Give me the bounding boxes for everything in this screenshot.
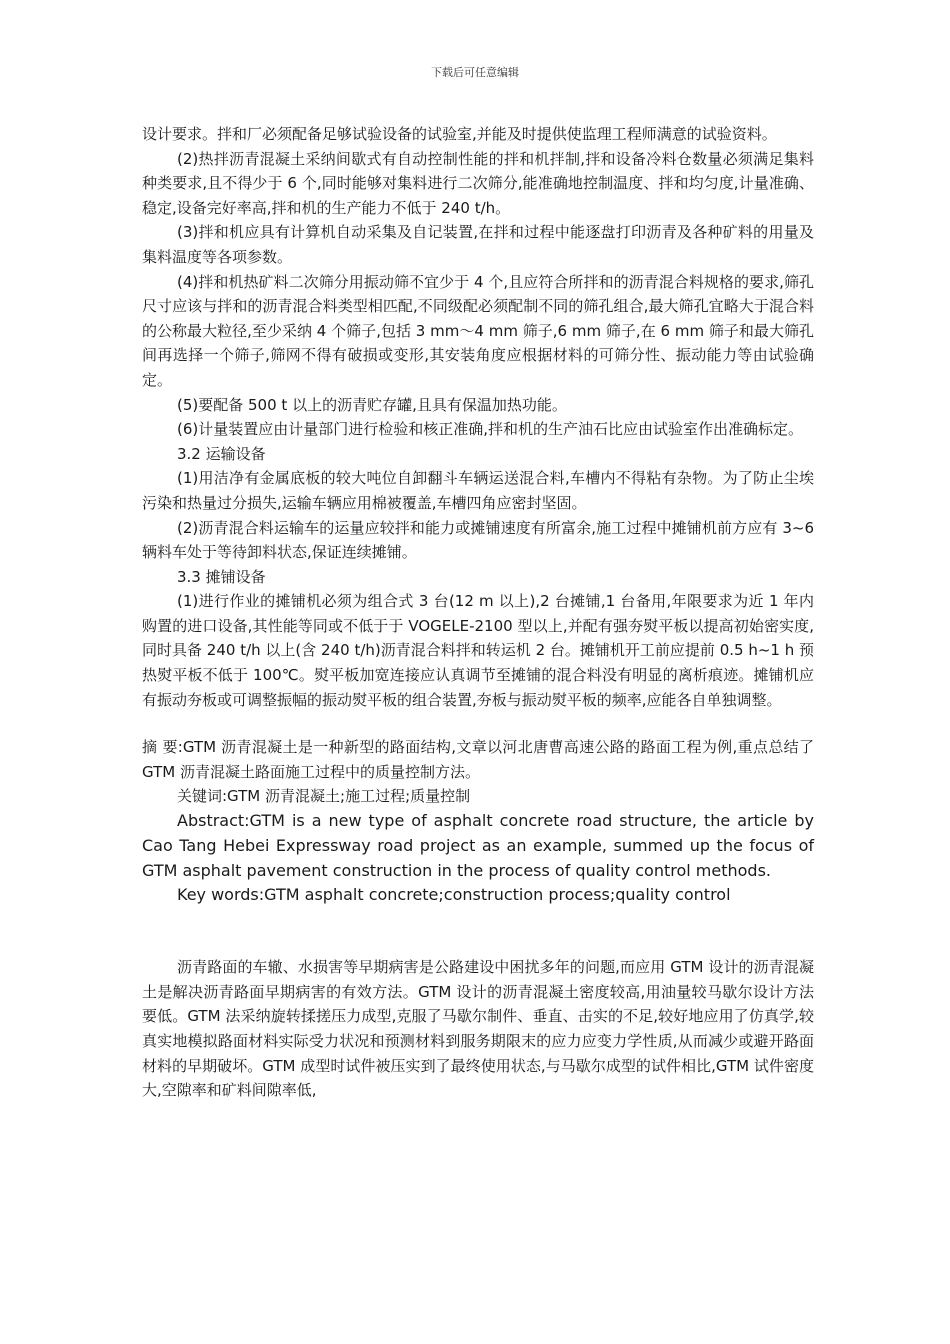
page-header: 下载后可任意编辑	[431, 66, 519, 79]
paragraph: (3)拌和机应具有计算机自动采集及自记装置,在拌和过程中能逐盘打印沥青及各种矿料的用量及集料温度等各项参数。	[142, 223, 814, 266]
paragraph: (5)要配备 500 t 以上的沥青贮存罐,且具有保温加热功能。	[177, 395, 567, 414]
spacer	[142, 712, 814, 735]
abstract-en: Abstract:GTM is a new type of asphalt concrete road structure, the article by Cao Tang Hebei Expressway road project as an example, summed up the focus of GTM asphalt pavement construction in the process of quality control methods.	[142, 811, 814, 880]
document-body	[142, 122, 814, 1103]
spacer	[142, 908, 814, 955]
paragraph: (6)计量装置应由计量部门进行检验和核正准确,拌和机的生产油石比应由试验室作出准确标定。	[177, 420, 804, 439]
paragraph: (4)拌和机热矿料二次筛分用振动筛不宜少于 4 个,且应符合所拌和的沥青混合料规格的要求,筛孔尺寸应该与拌和的沥青混合料类型相匹配,不同级配必须配制不同的筛孔组合,最大筛孔宜略大于混合料的公称最大粒径,至少采纳 4 个筛子,包括 3 mm～4 mm 筛子,6 mm 筛子,在 6 mm 筛子和最大筛孔间再选择一个筛子,筛网不得有破损或变形,其安装角度应根据材料的可筛分性、振动能力等由试验确定。	[142, 272, 814, 389]
abstract-cn: 摘 要:GTM 沥青混凝土是一种新型的路面结构,文章以河北唐曹高速公路的路面工程为例,重点总结了 GTM 沥青混凝土路面施工过程中的质量控制方法。	[142, 738, 814, 781]
section-heading: 3.2 运输设备	[177, 444, 266, 463]
paragraph: (2)沥青混合料运输车的运量应较拌和能力或摊铺速度有所富余,施工过程中摊铺机前方应有 3~6 辆料车处于等待卸料状态,保证连续摊铺。	[142, 518, 814, 562]
paragraph: (1)用洁净有金属底板的较大吨位自卸翻斗车辆运送混合料,车槽内不得粘有杂物。为了防止尘埃污染和热量过分损失,运输车辆应用棉被覆盖,车槽四角应密封坚固。	[142, 469, 814, 512]
paragraph: (2)热拌沥青混凝土采纳间歇式有自动控制性能的拌和机拌制,拌和设备冷料仓数量必须满足集料种类要求,且不得少于 6 个,同时能够对集料进行二次筛分,能准确地控制温度、拌和均匀度,计量准确、稳定,设备完好率高,拌和机的生产能力不低于 240 t/h。	[142, 149, 814, 217]
keywords-en: Key words:GTM asphalt concrete;construction process;quality control	[177, 885, 731, 905]
paragraph: 沥青路面的车辙、水损害等早期病害是公路建设中困扰多年的问题,而应用 GTM 设计的沥青混凝土是解决沥青路面早期病害的有效方法。GTM 设计的沥青混凝土密度较高,用油量较马歇尔设计方法要低。GTM 法采纳旋转揉搓压力成型,克服了马歇尔制件、垂直、击实的不足,较好地应用了仿真学,较真实地模拟路面材料实际受力状况和预测材料到服务期限末的应力应变力学性质,从而减少或避开路面材料的早期破坏。GTM 成型时试件被压实到了最终使用状态,与马歇尔成型的试件相比,GTM 试件密度大,空隙率和矿料间隙率低,	[142, 958, 814, 1100]
paragraph: (1)进行作业的摊铺机必须为组合式 3 台(12 m 以上),2 台摊铺,1 台备用,年限要求为近 1 年内购置的进口设备,其性能等同或不低于于 VOGELE-2100 型以上,并配有强夯熨平板以提高初始密实度,同时具备 240 t/h 以上(含 240 t/h)沥青混合料拌和转运机 2 台。摊铺机开工前应提前 0.5 h~1 h 预热熨平板不低于 100℃。熨平板加宽连接应认真调节至摊铺的混合料没有明显的离析痕迹。摊铺机应有振动夯板或可调整振幅的振动熨平板的组合装置,夯板与振动熨平板的频率,应能各自单独调整。	[142, 592, 814, 709]
keywords-cn: 关键词:GTM 沥青混凝土;施工过程;质量控制	[177, 787, 471, 806]
paragraph: 设计要求。拌和厂必须配备足够试验设备的试验室,并能及时提供使监理工程师满意的试验资料。	[142, 125, 777, 143]
section-heading: 3.3 摊铺设备	[177, 567, 266, 586]
